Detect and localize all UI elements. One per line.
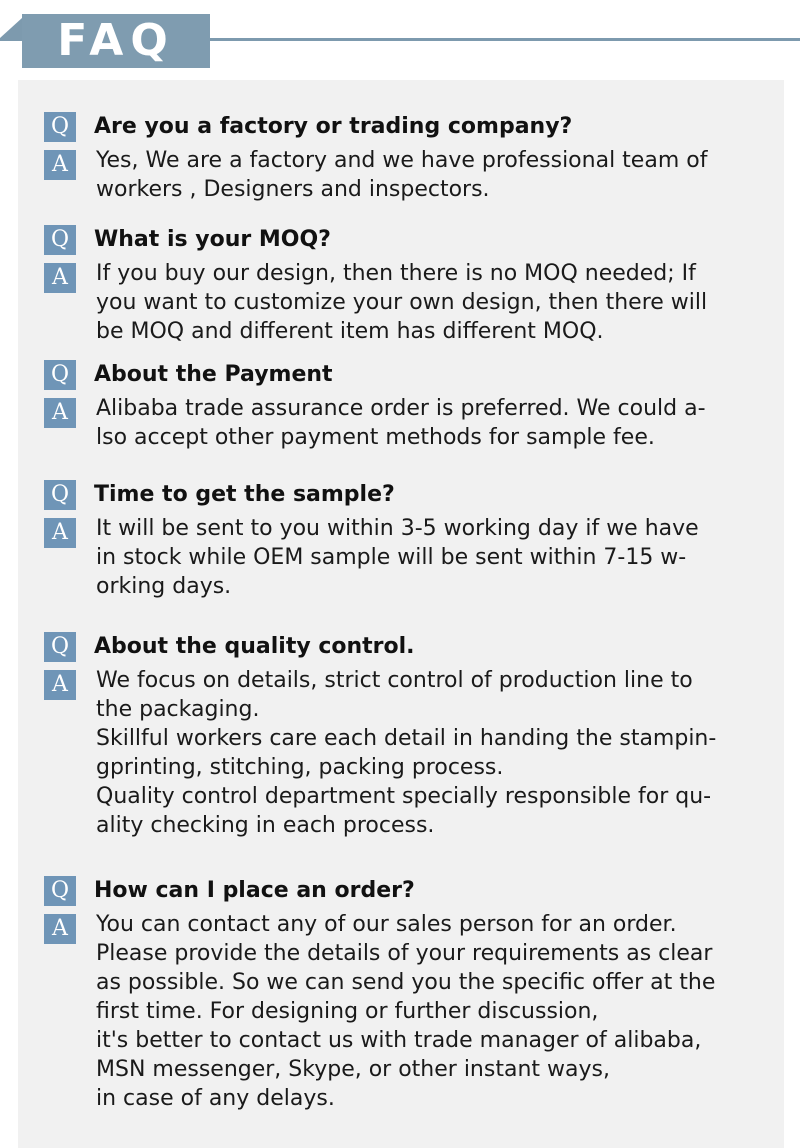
answer-marker-icon: A (44, 914, 76, 944)
question-marker-icon: Q (44, 225, 76, 255)
answer-marker-icon: A (44, 398, 76, 428)
faq-item (44, 876, 784, 1113)
question-marker-icon: Q (44, 876, 76, 906)
answer-line: as possible. So we can send you the specific offer at the (96, 970, 716, 995)
answer-row (44, 514, 784, 601)
answer-row (44, 146, 784, 204)
question-row (44, 112, 784, 142)
answer-text (96, 394, 784, 452)
answer-line: ality checking in each process. (96, 813, 435, 838)
question-row (44, 360, 784, 390)
answer-marker-icon: A (44, 150, 76, 180)
answer-marker-icon: A (44, 670, 76, 700)
answer-text (96, 259, 784, 346)
answer-line: Quality control department specially responsible for qu- (96, 784, 712, 809)
question-marker-icon: Q (44, 480, 76, 510)
answer-row (44, 910, 784, 1113)
question-row (44, 632, 784, 662)
answer-line: in stock while OEM sample will be sent within 7-15 w- (96, 545, 687, 570)
question-text: What is your MOQ? (94, 227, 331, 252)
faq-item (44, 112, 784, 204)
question-text: How can I place an order? (94, 878, 415, 903)
answer-line: workers , Designers and inspectors. (96, 177, 490, 202)
answer-text (96, 514, 784, 601)
question-marker-icon: Q (44, 360, 76, 390)
question-marker-icon: Q (44, 112, 76, 142)
question-text: Time to get the sample? (94, 482, 395, 507)
question-row (44, 876, 784, 906)
faq-item (44, 225, 784, 346)
answer-text (96, 666, 784, 840)
answer-row (44, 666, 784, 840)
faq-item (44, 480, 784, 601)
faq-item (44, 360, 784, 452)
answer-line: It will be sent to you within 3-5 working day if we have (96, 516, 699, 541)
answer-line: gprinting, stitching, packing process. (96, 755, 504, 780)
answer-line: orking days. (96, 574, 232, 599)
answer-line: You can contact any of our sales person for an order. (96, 912, 677, 937)
answer-line: Yes, We are a factory and we have professional team of (96, 148, 708, 173)
answer-line: the packaging. (96, 697, 260, 722)
faq-item (44, 632, 784, 840)
answer-line: lso accept other payment methods for sample fee. (96, 425, 655, 450)
question-text: Are you a factory or trading company? (94, 114, 573, 139)
answer-marker-icon: A (44, 518, 76, 548)
answer-row (44, 394, 784, 452)
question-marker-icon: Q (44, 632, 76, 662)
question-text: About the quality control. (94, 634, 415, 659)
answer-marker-icon: A (44, 263, 76, 293)
answer-line: Alibaba trade assurance order is preferred. We could a- (96, 396, 706, 421)
answer-line: Skillful workers care each detail in handing the stampin- (96, 726, 717, 751)
answer-line: you want to customize your own design, then there will (96, 290, 708, 315)
answer-line: If you buy our design, then there is no MOQ needed; If (96, 261, 696, 286)
question-text: About the Payment (94, 362, 333, 387)
answer-line: be MOQ and different item has different MOQ. (96, 319, 604, 344)
answer-line: in case of any delays. (96, 1086, 335, 1111)
answer-line: Please provide the details of your requirements as clear (96, 941, 713, 966)
answer-line: first time. For designing or further discussion, (96, 999, 599, 1024)
answer-text (96, 910, 784, 1113)
answer-text (96, 146, 784, 204)
question-row (44, 480, 784, 510)
answer-line: We focus on details, strict control of production line to (96, 668, 693, 693)
answer-line: it's better to contact us with trade manager of alibaba, (96, 1028, 702, 1053)
question-row (44, 225, 784, 255)
header-notch (0, 18, 22, 38)
answer-line: MSN messenger, Skype, or other instant ways, (96, 1057, 610, 1082)
answer-row (44, 259, 784, 346)
page-title: FAQ (22, 14, 210, 68)
